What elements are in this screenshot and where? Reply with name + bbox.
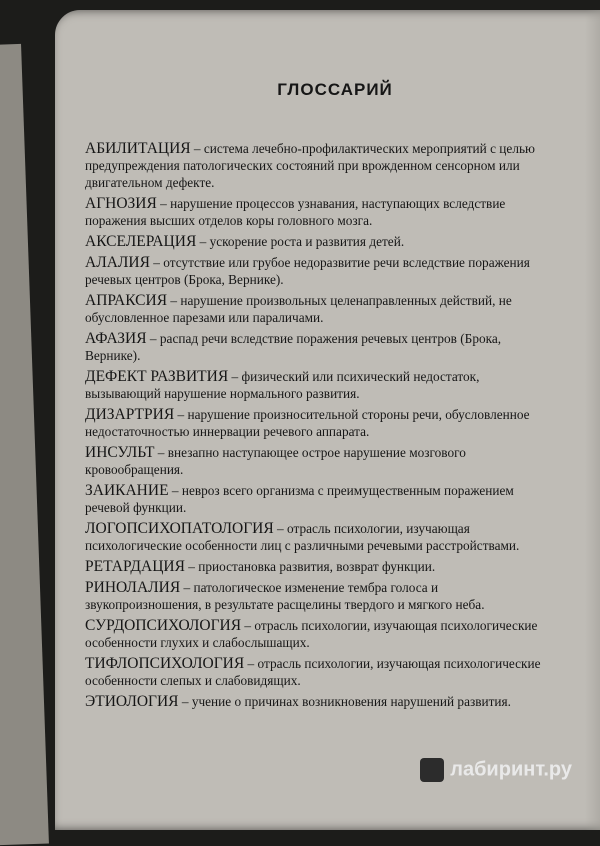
glossary-entry xyxy=(85,195,555,229)
glossary-entry xyxy=(85,233,555,250)
entry-definition: – отрасль психологии, изучающая психологические особенности глухих и слабослышащих. xyxy=(85,618,538,650)
entry-term: ДИЗАРТРИЯ xyxy=(85,406,175,423)
entry-definition: – нарушение процессов узнавания, наступающих вследствие поражения высших отделов коры головного мозга. xyxy=(85,196,506,228)
entry-term: РЕТАРДАЦИЯ xyxy=(85,558,185,575)
entry-term: СУРДОПСИХОЛОГИЯ xyxy=(85,617,242,634)
entry-term: АБИЛИТАЦИЯ xyxy=(85,140,191,157)
glossary-entry xyxy=(85,482,555,516)
entry-definition: – ускорение роста и развития детей. xyxy=(196,234,405,249)
entry-definition: – отрасль психологии, изучающая психологические особенности слепых и слабовидящих. xyxy=(85,656,541,688)
glossary-entry xyxy=(85,558,555,575)
entry-term: ДЕФЕКТ РАЗВИТИЯ xyxy=(85,368,229,385)
entry-term: ЗАИКАНИЕ xyxy=(85,482,169,499)
glossary-entry xyxy=(85,617,555,651)
entry-definition: – распад речи вследствие поражения речевых центров (Брока, Вернике). xyxy=(85,331,502,363)
page-spine-shadow xyxy=(585,10,600,830)
glossary-entry xyxy=(85,655,555,689)
glossary-entry xyxy=(85,579,555,613)
entry-term: АПРАКСИЯ xyxy=(85,292,168,309)
left-page-edge xyxy=(0,44,49,846)
labirint-logo-icon xyxy=(420,758,444,782)
entry-definition: – приостановка развития, возврат функции. xyxy=(184,559,436,574)
glossary-list xyxy=(85,140,555,714)
glossary-entry xyxy=(85,254,555,288)
entry-definition: – отрасль психологии, изучающая психологические особенности лиц с различными речевыми расстройствами. xyxy=(85,521,520,553)
entry-definition: – нарушение произносительной стороны речи, обусловленное недостаточностью иннервации речевого аппарата. xyxy=(85,407,530,439)
entry-term: ЛОГОПСИХОПАТОЛОГИЯ xyxy=(85,520,274,537)
entry-term: ЭТИОЛОГИЯ xyxy=(85,693,179,710)
glossary-entry xyxy=(85,368,555,402)
watermark-text: лабиринт.ру xyxy=(450,758,572,781)
entry-term: АЛАЛИЯ xyxy=(85,254,150,271)
entry-term: АГНОЗИЯ xyxy=(85,195,157,212)
labirint-watermark xyxy=(420,758,572,782)
entry-definition: – патологическое изменение тембра голоса и звукопроизношения, в результате расщелины твердого и мягкого неба. xyxy=(85,580,485,612)
entry-definition: – отсутствие или грубое недоразвитие речи вследствие поражения речевых центров (Брока, Вернике). xyxy=(85,255,530,287)
entry-definition: – невроз всего организма с преимущественным поражением речевой функции. xyxy=(85,483,514,515)
glossary-entry xyxy=(85,520,555,554)
entry-term: ИНСУЛЬТ xyxy=(85,444,155,461)
glossary-entry xyxy=(85,292,555,326)
entry-definition: – система лечебно-профилактических мероприятий с целью предупреждения патологических состояний при врожденном сенсорном или двигательном дефекте. xyxy=(85,141,535,190)
page-title: ГЛОССАРИЙ xyxy=(277,80,393,99)
entry-term: АФАЗИЯ xyxy=(85,330,147,347)
entry-definition: – учение о причинах возникновения нарушений развития. xyxy=(178,694,511,709)
entry-term: РИНОЛАЛИЯ xyxy=(85,579,181,596)
entry-definition: – внезапно наступающее острое нарушение мозгового кровообращения. xyxy=(85,445,466,477)
entry-definition: – нарушение произвольных целенаправленных действий, не обусловленное парезами или параличами. xyxy=(85,293,512,325)
glossary-entry xyxy=(85,406,555,440)
glossary-entry xyxy=(85,444,555,478)
entry-term: ТИФЛОПСИХОЛОГИЯ xyxy=(85,655,245,672)
entry-definition: – физический или психический недостаток, вызывающий нарушение нормального развития. xyxy=(85,369,480,401)
glossary-entry xyxy=(85,330,555,364)
book-page xyxy=(55,10,600,830)
entry-term: АКСЕЛЕРАЦИЯ xyxy=(85,233,197,250)
glossary-entry xyxy=(85,140,555,191)
glossary-entry xyxy=(85,693,555,710)
